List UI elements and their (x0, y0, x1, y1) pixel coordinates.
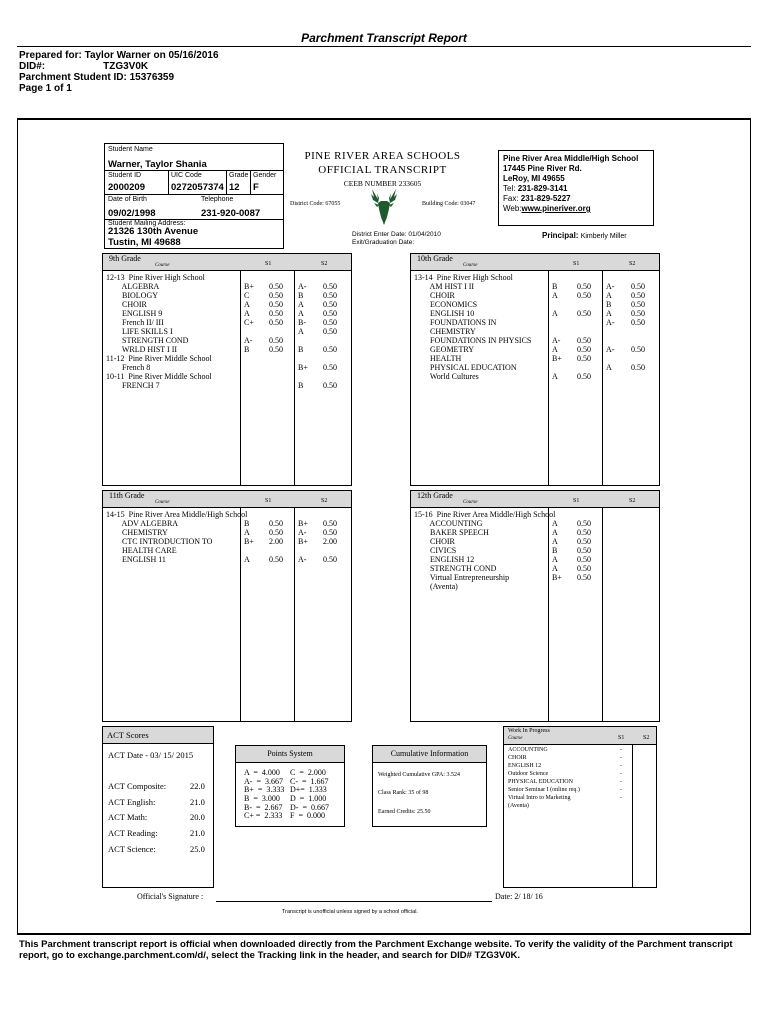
course-name: LIFE SKILLS I (106, 327, 173, 336)
course-name: FRENCH 7 (106, 381, 160, 390)
course-name: STRENGTH COND (106, 336, 189, 345)
credit-s1: 0.50 (577, 309, 591, 318)
course-name: French II/ III (106, 318, 164, 327)
wip-course: Virtual Intro to Marketing (508, 795, 571, 801)
grade-s1: A- (244, 336, 253, 345)
col-s1-label: S1 (265, 498, 272, 504)
wip-course: Senior Seminar I (online req.) (508, 787, 580, 793)
wip-row (508, 786, 648, 794)
cumulative-info-title: Cumulative Information (373, 746, 486, 763)
credit-s2: 0.50 (323, 555, 337, 564)
grade-title: 11th Grade (109, 491, 145, 500)
wip-s1-mark: - (620, 755, 622, 761)
points-col-b: D- = 0.667 (290, 802, 329, 812)
grade-s1: A (552, 309, 558, 318)
class-rank: Class Rank: 35 of 98 (378, 790, 429, 796)
credit-s1: 0.50 (577, 282, 591, 291)
course-name: ENGLISH 10 (414, 309, 475, 318)
grade-title: 12th Grade (417, 491, 453, 500)
address-line-1: 21326 130th Avenue (108, 226, 199, 237)
act-score-value: 22.0 (190, 781, 205, 791)
act-score-label: ACT Reading: (108, 828, 158, 839)
uic-code: 0272057374 (171, 182, 224, 193)
credit-s1: 0.50 (269, 282, 283, 291)
grade-s2: A- (298, 555, 307, 564)
act-score-label: ACT English: (108, 796, 156, 807)
credit-s1: 0.50 (577, 519, 591, 528)
phone-value: 231-920-0087 (201, 208, 261, 219)
grade-title: 9th Grade (109, 254, 141, 263)
school-contact-box (498, 150, 654, 226)
points-row (244, 812, 340, 821)
gender-value: F (253, 182, 259, 193)
points-col-a: C+ = 2.333 (244, 811, 283, 821)
grade-s2: B (298, 291, 304, 300)
col-s2-label: S2 (321, 498, 328, 504)
deer-head-logo-icon (367, 187, 401, 227)
course-name: French 8 (106, 363, 151, 372)
grade-s1: B+ (552, 573, 562, 582)
credit-s1: 0.50 (269, 555, 283, 564)
credit-s1: 0.50 (577, 354, 591, 363)
course-name: CHOIR (414, 291, 455, 300)
wip-row (508, 802, 648, 810)
grade-s2: B- (298, 318, 306, 327)
credit-s2: 0.50 (323, 345, 337, 354)
points-col-b: C- = 1.667 (290, 776, 329, 786)
verification-footer: This Parchment transcript report is official when downloaded directly from the Parchment Exchange website. To verify the validity of the Parchment transcript report, go to exchange.parchment.com/d/, select the Tracking link in the header, and search for DID# TZG3V0K. (19, 939, 733, 961)
points-col-b: F = 0.000 (290, 811, 325, 821)
grade-s1: A (244, 555, 250, 564)
course-name: CHOIR (414, 537, 455, 546)
course-name: CHOIR (106, 300, 147, 309)
points-col-a: B = 3.000 (244, 794, 280, 804)
wip-col-course: Course (508, 736, 523, 741)
grade-s1: A (244, 300, 250, 309)
signature-label: Official's Signature : (137, 892, 204, 901)
grade-s1: A (552, 555, 558, 564)
credit-s1: 0.50 (577, 372, 591, 381)
col-s1-label: S1 (265, 261, 272, 267)
signature-line (216, 901, 492, 902)
credit-s2: 0.50 (323, 528, 337, 537)
points-list (244, 769, 340, 821)
credit-s1: 2.00 (269, 537, 283, 546)
col-course-label: Course (155, 500, 170, 505)
title-rule (17, 46, 751, 47)
grade-12-panel (410, 490, 660, 722)
act-score-value: 21.0 (190, 828, 205, 839)
points-col-b: C = 2.000 (290, 768, 326, 777)
grade-s2: A- (298, 282, 307, 291)
student-id: 2000209 (108, 182, 145, 193)
wip-row (508, 778, 648, 786)
parchment-student-id: Parchment Student ID: 15376359 (19, 72, 175, 83)
course-name: World Cultures (414, 372, 479, 381)
credit-s2: 0.50 (631, 363, 645, 372)
grade-s2: B (298, 381, 304, 390)
credit-s2: 0.50 (323, 291, 337, 300)
course-name: HEALTH (414, 354, 462, 363)
wip-course: CHOIR (508, 755, 527, 761)
school-tel: Tel: 231-829-3141 (503, 184, 568, 193)
wip-course: ACCOUNTING (508, 747, 548, 753)
frame-left (17, 118, 18, 933)
work-in-progress-box (503, 726, 657, 888)
credit-s2: 0.50 (323, 318, 337, 327)
credit-s2: 0.50 (631, 291, 645, 300)
dob-value: 09/02/1998 (108, 208, 156, 219)
school-name: PINE RIVER AREA SCHOOLS (304, 150, 461, 162)
credit-s1: 0.50 (577, 564, 591, 573)
wip-title: Work In Progress (508, 728, 550, 734)
grade-s1: B+ (552, 354, 562, 363)
credit-s2: 0.50 (323, 327, 337, 336)
school-city: LeRoy, MI 49655 (503, 174, 565, 183)
report-title: Parchment Transcript Report (301, 31, 467, 45)
school-term-heading: 14-15 Pine River Area Middle/High School (106, 510, 248, 519)
address-label: Student Mailing Address: (108, 220, 186, 227)
points-col-a: B- = 2.667 (244, 802, 283, 812)
grade-panel-header (411, 254, 659, 271)
credit-s2: 0.50 (323, 519, 337, 528)
wip-s1-mark: - (620, 763, 622, 769)
school-street: 17445 Pine River Rd. (503, 164, 582, 173)
course-name: CIVICS (414, 546, 457, 555)
credit-s1: 0.50 (577, 546, 591, 555)
grade-s2: A- (606, 345, 615, 354)
gender-label: Gender (253, 172, 277, 179)
grade-s2: A (298, 300, 304, 309)
col-s2-label: S2 (629, 261, 636, 267)
exit-graduation-date: Exit/Graduation Date: (352, 239, 415, 246)
grade-s2: A- (606, 318, 615, 327)
grade-s1: C (244, 291, 250, 300)
wip-list (508, 746, 648, 810)
grade-s2: B+ (298, 519, 308, 528)
credit-s2: 0.50 (631, 318, 645, 327)
credit-s1: 0.50 (577, 555, 591, 564)
grade-s1: B (552, 282, 558, 291)
wip-s1-mark: - (620, 779, 622, 785)
credit-s1: 0.50 (577, 345, 591, 354)
points-col-b: D = 1.000 (290, 794, 327, 804)
grade-s1: B (244, 519, 250, 528)
credit-s2: 0.50 (631, 345, 645, 354)
credit-s1: 0.50 (269, 318, 283, 327)
wip-s1-mark: - (620, 771, 622, 777)
student-name-label: Student Name (108, 146, 153, 153)
principal: Principal: Kimberly Miller (542, 231, 627, 240)
district-code: District Code: 67055 (290, 201, 341, 207)
credit-s1: 0.50 (577, 336, 591, 345)
credit-s1: 0.50 (577, 573, 591, 582)
course-name: GEOMETRY (414, 345, 474, 354)
grade-s2: A (298, 327, 304, 336)
school-term-heading: 10-11 Pine River Middle School (106, 372, 212, 381)
act-scores-box (102, 726, 214, 888)
uic-label: UIC Code (171, 172, 202, 179)
frame-right (750, 118, 751, 933)
weighted-gpa: Weighted Cumulative GPA: 3.524 (378, 772, 460, 778)
grade-panel-header (411, 491, 659, 508)
student-id-label: Student ID (108, 172, 142, 179)
school-term-heading: 13-14 Pine River High School (414, 273, 513, 282)
cumulative-info-box (372, 745, 487, 827)
col-course-label: Course (155, 263, 170, 268)
grade-s2: A- (298, 528, 307, 537)
credit-s2: 0.50 (323, 282, 337, 291)
credit-s1: 0.50 (577, 528, 591, 537)
credit-s2: 0.50 (323, 309, 337, 318)
student-name: Warner, Taylor Shania (108, 159, 207, 170)
grade-s1: B (244, 345, 250, 354)
grade-s2: A (606, 291, 612, 300)
school-fax: Fax: 231-829-5227 (503, 194, 571, 203)
act-score-label: ACT Science: (108, 843, 156, 854)
address-line-2: Tustin, MI 49688 (108, 237, 181, 248)
course-name: STRENGTH COND (414, 564, 497, 573)
points-col-a: B+ = 3.333 (244, 785, 285, 795)
act-score-row (108, 781, 210, 797)
course-name: ENGLISH 9 (106, 309, 163, 318)
transcript-top-rule (17, 118, 751, 120)
act-score-row (108, 797, 210, 813)
dob-label: Date of Birth (108, 196, 147, 203)
did-value: TZG3V0K (103, 61, 149, 72)
school-term-heading: 11-12 Pine River Middle School (106, 354, 212, 363)
report-header-info (19, 50, 219, 94)
credit-s1: 0.50 (269, 528, 283, 537)
grade-s1: A (552, 537, 558, 546)
grade-panel-header (103, 491, 351, 508)
grade-s2: A (606, 363, 612, 372)
wip-row (508, 762, 648, 770)
credit-s2: 0.50 (323, 300, 337, 309)
school-term-heading: 12-13 Pine River High School (106, 273, 205, 282)
act-score-value: 25.0 (190, 843, 205, 854)
school-web: Web:www.pineriver.org (503, 204, 591, 213)
wip-row (508, 754, 648, 762)
district-enter-date: District Enter Date: 01/04/2010 (352, 231, 441, 238)
grade-s1: A (552, 519, 558, 528)
col-s2-label: S2 (629, 498, 636, 504)
act-score-list (108, 781, 210, 859)
building-code: Building Code: 03047 (422, 201, 476, 207)
course-name: CTC INTRODUCTION TO (106, 537, 213, 546)
course-name: ALGEBRA (106, 282, 160, 291)
grade-s1: A (244, 528, 250, 537)
act-score-value: 21.0 (190, 796, 205, 807)
grade-s1: A (552, 291, 558, 300)
points-col-b: D+= 1.333 (290, 785, 327, 795)
grade-s1: B+ (244, 282, 254, 291)
ceeb-number: CEEB NUMBER 233605 (343, 179, 422, 188)
grade-s1: A (552, 564, 558, 573)
points-col-a: A = 4.000 (244, 768, 280, 777)
wip-row (508, 746, 648, 754)
wip-col-s1: S1 (618, 735, 625, 741)
student-info-box (104, 143, 284, 249)
grade-s2: A (606, 309, 612, 318)
wip-col-s2: S2 (643, 735, 650, 741)
grade-11-panel (102, 490, 352, 722)
credit-s1: 0.50 (269, 309, 283, 318)
transcript-bottom-rule (17, 933, 751, 935)
course-name: WRLD HIST I II (106, 345, 178, 354)
credit-s1: 0.50 (577, 537, 591, 546)
wip-row (508, 794, 648, 802)
col-s1-label: S1 (573, 261, 580, 267)
col-s1-label: S1 (573, 498, 580, 504)
act-scores-title: ACT Scores (103, 727, 213, 744)
credit-s2: 0.50 (631, 282, 645, 291)
grade-s1: A (552, 345, 558, 354)
course-name: ADV ALGEBRA (106, 519, 179, 528)
wip-s1-mark: - (620, 795, 622, 801)
credit-s1: 0.50 (269, 291, 283, 300)
credit-s2: 0.50 (323, 381, 337, 390)
credit-s2: 0.50 (631, 309, 645, 318)
wip-s1-mark: - (620, 787, 622, 793)
credit-s1: 0.50 (577, 291, 591, 300)
act-score-row (108, 828, 210, 844)
col-course-label: Course (463, 500, 478, 505)
wip-course: PHYSICAL EDUCATION (508, 779, 573, 785)
course-name: PHYSICAL EDUCATION (414, 363, 517, 372)
grade-s2: B (606, 300, 612, 309)
act-score-label: ACT Math: (108, 812, 148, 823)
grade-s1: A- (552, 336, 561, 345)
course-name: ENGLISH 12 (414, 555, 475, 564)
act-date: ACT Date - 03/ 15/ 2015 (108, 750, 194, 760)
grade-panel-header (103, 254, 351, 271)
course-name: BIOLOGY (106, 291, 158, 300)
wip-row (508, 770, 648, 778)
grade-s2: B+ (298, 537, 308, 546)
credit-s2: 0.50 (323, 363, 337, 372)
act-score-row (108, 812, 210, 828)
phone-label: Telephone (201, 196, 234, 203)
points-system-box (235, 745, 345, 827)
grade-s1: B+ (244, 537, 254, 546)
grade-s2: A (298, 309, 304, 318)
grade-value: 12 (229, 182, 240, 193)
points-col-a: A- = 3.667 (244, 776, 283, 786)
grade-title: 10th Grade (417, 254, 453, 263)
school-full-name: Pine River Area Middle/High School (503, 154, 639, 163)
col-course-label: Course (463, 263, 478, 268)
points-system-title: Points System (236, 746, 344, 763)
course-name: FOUNDATIONS IN (414, 318, 497, 327)
grade-s2: B+ (298, 363, 308, 372)
credit-s1: 0.50 (269, 345, 283, 354)
transcript-subtitle: OFFICIAL TRANSCRIPT (318, 164, 447, 176)
course-name: BAKER SPEECH (414, 528, 489, 537)
credit-s1: 0.50 (269, 336, 283, 345)
course-name: AM HIST I II (414, 282, 475, 291)
grade-s1: A (552, 528, 558, 537)
school-web-link[interactable]: www.pineriver.org (521, 204, 591, 213)
school-term-heading: 15-16 Pine River Area Middle/High School (414, 510, 556, 519)
signature-date: Date: 2/ 18/ 16 (495, 892, 543, 901)
col-s2-label: S2 (321, 261, 328, 267)
course-name: CHEMISTRY (106, 528, 168, 537)
act-score-label: ACT Composite: (108, 781, 167, 791)
credit-s2: 2.00 (323, 537, 337, 546)
page-number: Page 1 of 1 (19, 83, 72, 94)
course-name: CHEMISTRY (414, 327, 476, 336)
wip-course: Outdoor Science (508, 771, 549, 777)
unofficial-note: Transcript is unofficial unless signed by a school official. (282, 909, 418, 915)
act-score-row (108, 844, 210, 860)
grade-s1: A (244, 309, 250, 318)
act-score-value: 20.0 (190, 812, 205, 823)
course-name: Virtual Entrepreneurship (414, 573, 510, 582)
course-name: ECONOMICS (414, 300, 478, 309)
wip-course: ENGLISH 12 (508, 763, 542, 769)
earned-credits: Earned Credits: 25.50 (378, 809, 431, 815)
did-line: DID#: TZG3V0K (19, 61, 149, 72)
grade-s2: B (298, 345, 304, 354)
course-name: FOUNDATIONS IN PHYSICS (414, 336, 532, 345)
wip-s1-mark: - (620, 747, 622, 753)
grade-s1: B (552, 546, 558, 555)
credit-s1: 0.50 (269, 519, 283, 528)
grade-s1: A (552, 372, 558, 381)
course-name: HEALTH CARE (106, 546, 177, 555)
course-name: (Aventa) (414, 582, 458, 591)
credit-s1: 0.50 (269, 300, 283, 309)
grade-s2: A- (606, 282, 615, 291)
grade-label: Grade (229, 172, 249, 179)
credit-s2: 0.50 (631, 300, 645, 309)
wip-course: (Aventa) (508, 803, 529, 809)
prepared-for: Prepared for: Taylor Warner on 05/16/2016 (19, 50, 219, 61)
course-name: ACCOUNTING (414, 519, 483, 528)
grade-10-panel (410, 253, 660, 486)
grade-9-panel (102, 253, 352, 486)
course-name: ENGLISH 11 (106, 555, 166, 564)
grade-s1: C+ (244, 318, 254, 327)
